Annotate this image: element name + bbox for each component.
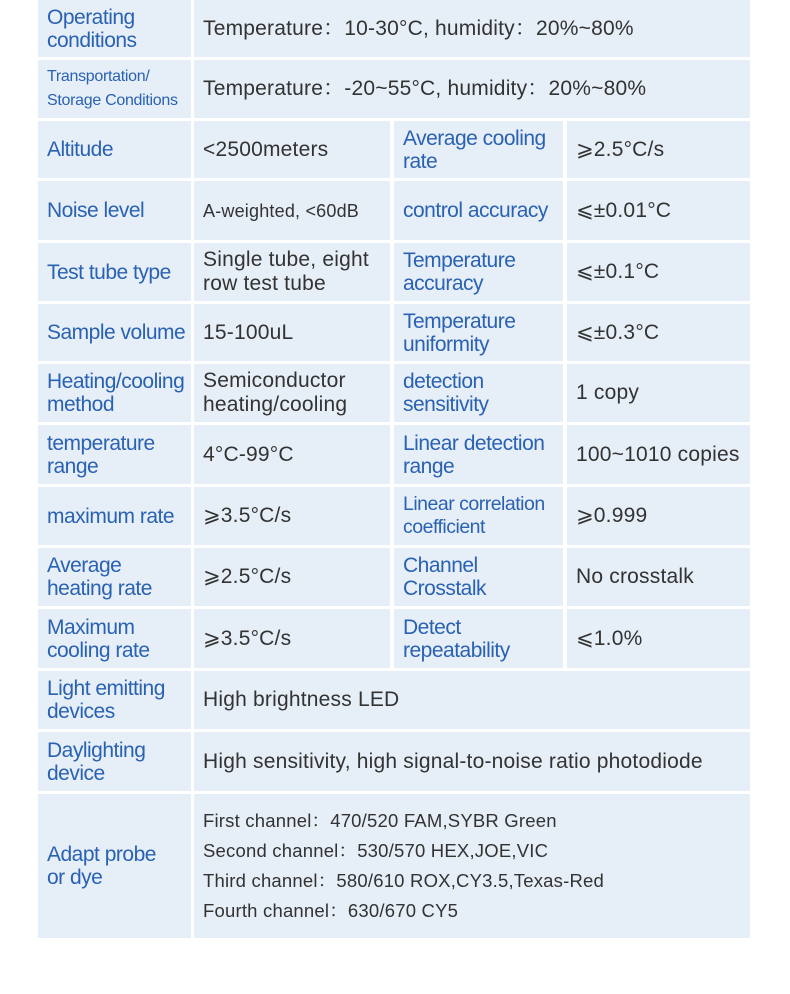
spec-value-cell <box>194 671 750 729</box>
spec-value-cell <box>567 487 750 545</box>
spec-label-cell <box>38 60 191 118</box>
spec-value: Temperature：-20~55°C, humidity：20%~80% <box>203 77 647 100</box>
spec-label-cell <box>38 304 191 361</box>
spec-value: Single tube, eight row test tube <box>203 248 369 295</box>
spec-label-2: Linear correlation coefficient <box>403 493 545 538</box>
probe-channel-line: First channel：470/520 FAM,SYBR Green <box>203 810 557 831</box>
table-row <box>38 425 750 487</box>
spec-label-2: Detect repeatability <box>403 615 510 662</box>
spec-label-cell <box>394 121 563 178</box>
spec-value-cell <box>194 0 750 57</box>
spec-label-cell <box>38 425 191 484</box>
spec-value-cell <box>194 60 750 118</box>
spec-value-2: ⩽1.0% <box>576 626 643 650</box>
spec-value-cell <box>567 425 750 484</box>
spec-label-cell <box>394 304 563 361</box>
spec-label: Altitude <box>47 138 114 161</box>
spec-value-cell <box>194 487 390 545</box>
spec-value-cell <box>567 548 750 606</box>
table-row <box>38 181 750 243</box>
spec-label-2: Linear detection range <box>403 431 545 478</box>
spec-label: Noise level <box>47 199 145 222</box>
spec-value: High brightness LED <box>203 688 400 711</box>
spec-value: 4°C-99°C <box>203 442 294 466</box>
spec-label-cell <box>394 181 563 240</box>
spec-label: maximum rate <box>47 504 175 528</box>
spec-value-2: No crosstalk <box>576 565 694 588</box>
table-row <box>38 609 750 671</box>
table-row <box>38 548 750 609</box>
spec-value: ⩾2.5°C/s <box>203 565 292 588</box>
spec-value-cell <box>194 609 390 668</box>
table-row <box>38 60 750 121</box>
spec-label-cell <box>38 609 191 668</box>
spec-value-cell <box>194 364 390 422</box>
probe-channel-list <box>194 806 604 926</box>
table-row <box>38 364 750 425</box>
spec-value-2: ⩽±0.3°C <box>576 320 660 344</box>
spec-label-cell <box>394 548 563 606</box>
spec-value: Temperature：10-30°C, humidity：20%~80% <box>203 16 634 40</box>
spec-label-2: Temperature uniformity <box>403 309 516 356</box>
spec-label: Adapt probe or dye <box>47 843 156 889</box>
spec-label-cell <box>394 487 563 545</box>
spec-value: High sensitivity, high signal-to-noise ratio photodiode <box>203 749 703 773</box>
spec-label: Maximum cooling rate <box>47 615 150 662</box>
spec-label-cell <box>394 243 563 301</box>
table-row <box>38 304 750 364</box>
spec-value: <2500meters <box>203 137 329 161</box>
table-row <box>38 0 750 60</box>
spec-label: Test tube type <box>47 260 171 284</box>
spec-value-cell <box>194 425 390 484</box>
spec-label-2: detection sensitivity <box>403 370 489 416</box>
spec-value-cell <box>194 181 390 240</box>
spec-value-cell <box>194 548 390 606</box>
spec-label: Sample volume <box>47 321 186 344</box>
spec-value-cell <box>567 304 750 361</box>
spec-label-2: Channel Crosstalk <box>403 554 487 600</box>
spec-value: 15-100uL <box>203 320 294 344</box>
spec-label-cell <box>38 794 191 938</box>
spec-label-cell <box>38 0 191 57</box>
spec-value-cell <box>567 181 750 240</box>
spec-label-cell <box>394 425 563 484</box>
spec-label-cell <box>38 181 191 240</box>
spec-label-cell <box>38 243 191 301</box>
spec-label-cell <box>394 364 563 422</box>
table-row <box>38 121 750 181</box>
spec-label-cell <box>38 548 191 606</box>
spec-label-2: control accuracy <box>403 199 548 222</box>
spec-label: Daylighting device <box>47 738 146 785</box>
spec-label-2: Average cooling rate <box>403 126 546 173</box>
probe-channel-line: Third channel：580/610 ROX,CY3.5,Texas-Red <box>203 870 605 891</box>
spec-label-cell <box>38 487 191 545</box>
spec-value-cell <box>567 121 750 178</box>
spec-value: Semiconductor heating/cooling <box>203 369 348 416</box>
spec-label: Operating conditions <box>47 5 137 52</box>
spec-label-cell <box>38 732 191 791</box>
spec-value-2: ⩾0.999 <box>576 504 648 527</box>
spec-label-2: Temperature accuracy <box>403 249 516 295</box>
spec-value-2: 100~1010 copies <box>576 442 740 466</box>
spec-value-2: ⩾2.5°C/s <box>576 137 665 161</box>
spec-label-cell <box>38 364 191 422</box>
spec-value: ⩾3.5°C/s <box>203 626 292 650</box>
spec-value-2: ⩽±0.01°C <box>576 198 672 222</box>
table-row <box>38 671 750 732</box>
spec-label: Transportation/ Storage Conditions <box>47 68 178 109</box>
spec-value-cell <box>567 364 750 422</box>
spec-value-cell <box>567 609 750 668</box>
spec-label-cell <box>38 671 191 729</box>
spec-value-cell <box>194 732 750 791</box>
spec-value-cell <box>194 794 750 938</box>
spec-value-2: ⩽±0.1°C <box>576 260 660 283</box>
spec-value-cell <box>194 243 390 301</box>
table-row <box>38 487 750 548</box>
spec-label: temperature range <box>47 431 155 478</box>
spec-value-2: 1 copy <box>576 381 640 404</box>
spec-value-cell <box>567 243 750 301</box>
spec-label: Heating/cooling method <box>47 370 185 416</box>
table-row <box>38 243 750 304</box>
table-row <box>38 732 750 794</box>
spec-label: Average heating rate <box>47 554 152 600</box>
spec-value-cell <box>194 304 390 361</box>
probe-channel-line: Second channel：530/570 HEX,JOE,VIC <box>203 840 549 861</box>
spec-label-cell <box>38 121 191 178</box>
spec-value-cell <box>194 121 390 178</box>
spec-label: Light emitting devices <box>47 677 165 723</box>
spec-label-cell <box>394 609 563 668</box>
table-row <box>38 794 750 941</box>
probe-channel-line: Fourth channel：630/670 CY5 <box>203 900 459 921</box>
spec-value: A-weighted, <60dB <box>203 200 360 221</box>
spec-value: ⩾3.5°C/s <box>203 504 292 527</box>
